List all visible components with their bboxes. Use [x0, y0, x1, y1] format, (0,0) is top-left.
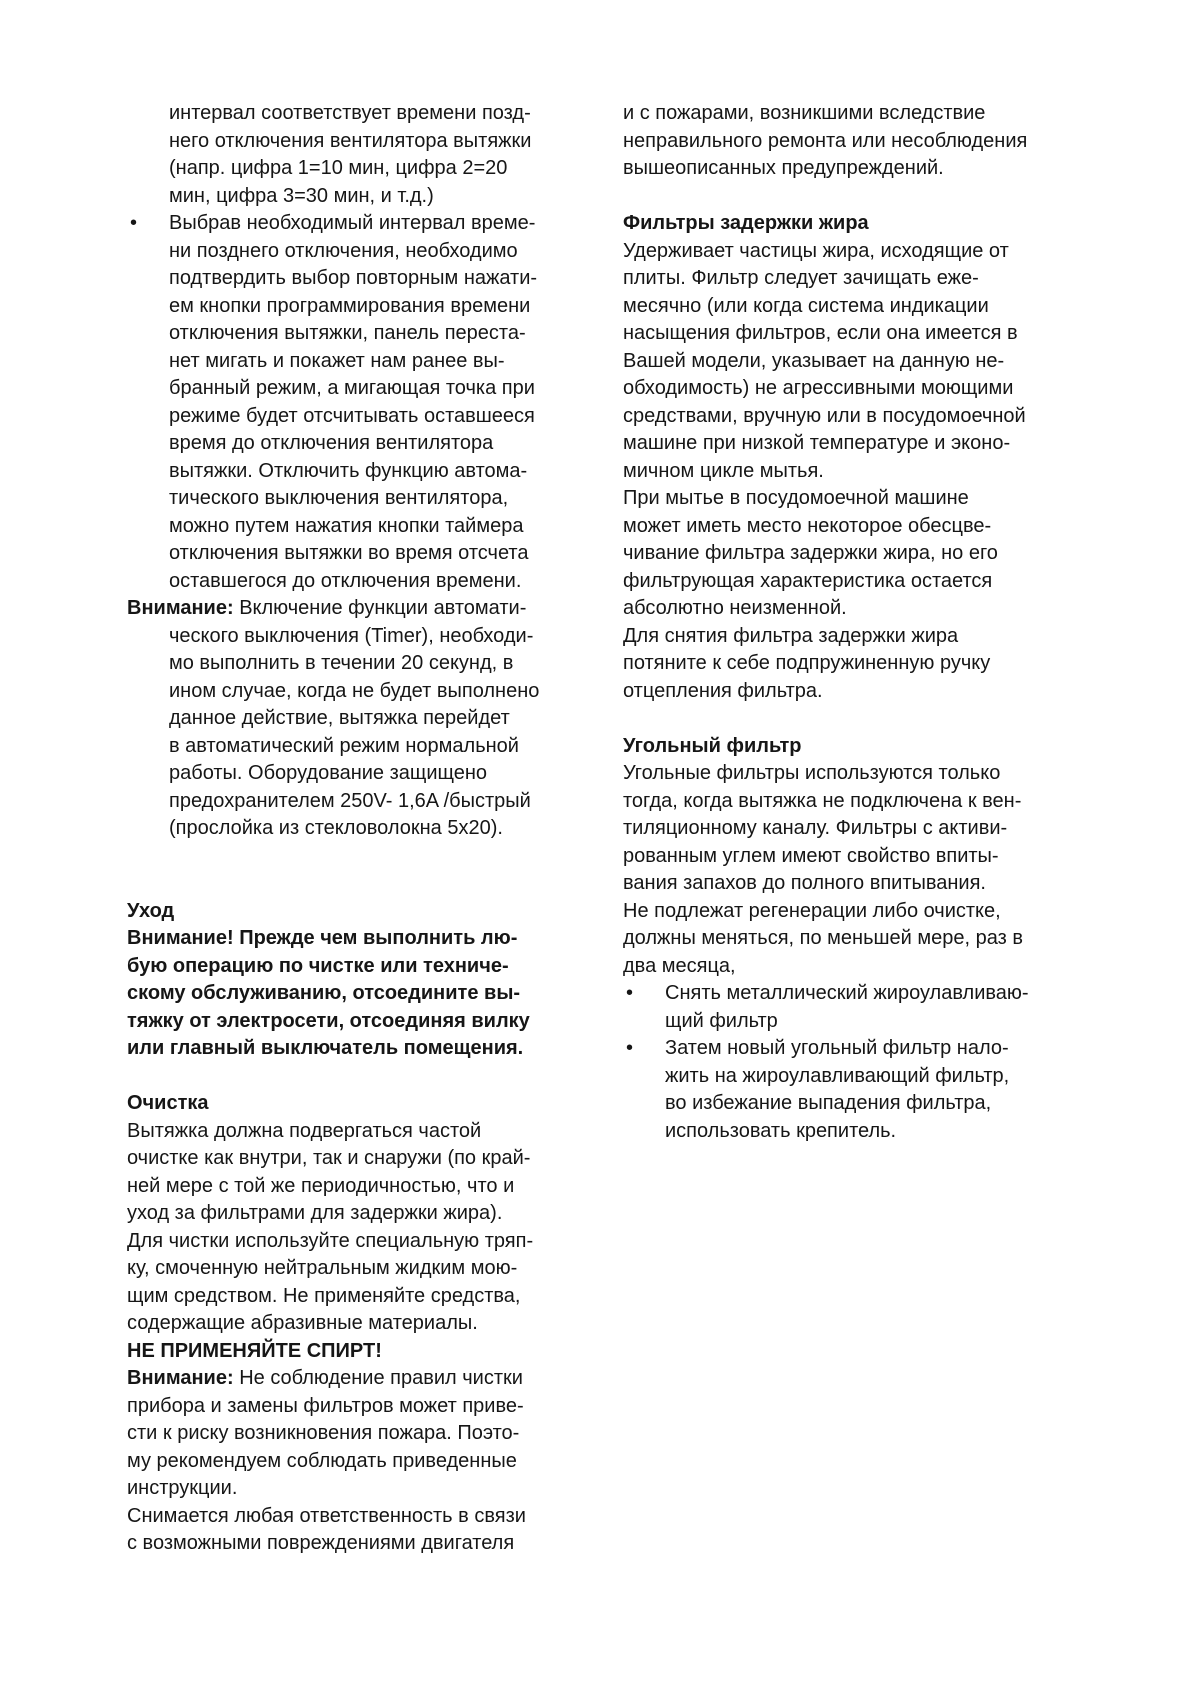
text-line: Не подлежат регенерации либо очистке,: [623, 899, 1001, 922]
text-line: предохранителем 250V- 1,6A /быстрый: [169, 789, 531, 812]
text-line: режиме будет отсчитывать оставшееся: [169, 404, 535, 427]
text-line: ку, смоченную нейтральным жидким мою-: [127, 1257, 518, 1279]
text-line: ем кнопки программирования времени: [169, 294, 531, 317]
text-line: неправильного ремонта или несоблюдения: [623, 129, 1028, 152]
text-line: щим средством. Не применяйте средства,: [127, 1284, 521, 1307]
left-column: [127, 100, 597, 1558]
text-line: отцепления фильтра.: [623, 679, 823, 702]
text-line: Угольные фильтры используются только: [623, 762, 1001, 784]
text-line: ней мере с той же периодичностью, что и: [127, 1174, 515, 1197]
text-line: вышеописанных предупреждений.: [623, 157, 944, 179]
right-column: [623, 100, 1093, 1145]
carbon-step-bullet: [623, 980, 1093, 1035]
text-line: мин, цифра 3=30 мин, и т.д.): [169, 184, 434, 207]
text-line: ческого выключения (Timer), необходи-: [169, 624, 534, 647]
text-line: него отключения вентилятора вытяжки: [169, 129, 532, 152]
text-line: плиты. Фильтр следует зачищать еже-: [623, 267, 979, 289]
text-line: использовать крепитель.: [665, 1119, 897, 1142]
cleaning-heading: Очистка: [127, 1092, 209, 1114]
text-line: тогда, когда вытяжка не подключена к вен-: [623, 789, 1022, 812]
no-alcohol-warning: НЕ ПРИМЕНЯЙТЕ СПИРТ!: [127, 1339, 382, 1362]
text-line: может иметь место некоторое обесцве-: [623, 514, 992, 537]
text-line: (напр. цифра 1=10 мин, цифра 2=20: [169, 157, 508, 179]
text-line: уход за фильтрами для задержки жира).: [127, 1202, 503, 1224]
text-line: мичном цикле мытья.: [623, 459, 824, 482]
text-line: му рекомендуем соблюдать приведенные: [127, 1449, 517, 1472]
text-line: Не соблюдение правил чистки: [233, 1367, 523, 1389]
text-line: потяните к себе подпружиненную ручку: [623, 652, 991, 674]
text-line: содержащие абразивные материалы.: [127, 1312, 478, 1334]
text-line: Вашей модели, указывает на данную не-: [623, 349, 1005, 372]
text-line: машине при низкой температуре и эконо-: [623, 432, 1011, 454]
text-line: очистке как внутри, так и снаружи (по край-: [127, 1147, 531, 1169]
text-line: месячно (или когда система индикации: [623, 294, 989, 317]
attention-label: Внимание:: [127, 1367, 234, 1389]
timer-attention-note: [127, 595, 597, 843]
text-line: жить на жироулавливающий фильтр,: [665, 1064, 1010, 1087]
text-line: щий фильтр: [665, 1009, 778, 1032]
cleaning-attention-note: [127, 1365, 597, 1503]
cleaning-text: [127, 1118, 597, 1338]
text-line: сти к риску возникновения пожара. Поэто-: [127, 1422, 520, 1444]
text-line: время до отключения вентилятора: [169, 432, 494, 454]
liability-text: [127, 1503, 597, 1558]
text-line: во избежание выпадения фильтра,: [665, 1092, 992, 1114]
text-line: Затем новый угольный фильтр нало-: [665, 1037, 1009, 1059]
text-line: рованным углем имеют свойство впиты-: [623, 844, 999, 867]
text-line: должны меняться, по меньшей мере, раз в: [623, 927, 1023, 949]
bullet-dot: •: [626, 982, 634, 1004]
text-line: мо выполнить в течении 20 секунд, в: [169, 652, 514, 674]
text-line: Включение функции автомати-: [233, 597, 527, 619]
text-line: прибора и замены фильтров может приве-: [127, 1394, 524, 1417]
attention-label: Внимание:: [127, 597, 234, 619]
text-line: Для снятия фильтра задержки жира: [623, 624, 959, 647]
text-line: подтвердить выбор повторным нажати-: [169, 267, 538, 289]
text-line: вытяжки. Отключить функцию автома-: [169, 459, 528, 482]
text-line: и с пожарами, возникшими вследствие: [623, 102, 986, 124]
text-line: или главный выключатель помещения.: [127, 1037, 524, 1059]
grease-filter-text: [623, 238, 1093, 706]
text-line: инструкции.: [127, 1477, 238, 1499]
care-warning: [127, 925, 597, 1063]
text-line: отключения вытяжки во время отсчета: [169, 542, 529, 564]
text-line: тяжку от электросети, отсоединяя вилку: [127, 1009, 530, 1032]
care-heading: Уход: [127, 899, 175, 922]
text-line: ни позднего отключения, необходимо: [169, 239, 518, 262]
text-line: тиляционному каналу. Фильтры с активи-: [623, 817, 1008, 839]
text-line: средствами, вручную или в посудомоечной: [623, 404, 1026, 427]
text-line: Для чистки используйте специальную тряп-: [127, 1229, 534, 1252]
text-line: можно путем нажатия кнопки таймера: [169, 514, 524, 537]
text-line: два месяца,: [623, 954, 736, 977]
text-line: чивание фильтра задержки жира, но его: [623, 542, 998, 564]
text-line: Внимание! Прежде чем выполнить лю-: [127, 927, 518, 949]
text-line: Выбрав необходимый интервал време-: [169, 212, 536, 234]
text-line: Удерживает частицы жира, исходящие от: [623, 239, 1009, 262]
text-line: обходимость) не агрессивными моющими: [623, 377, 1014, 399]
text-line: абсолютно неизменной.: [623, 597, 847, 619]
timer-confirm-bullet: [127, 210, 597, 595]
text-line: Снять металлический жироулавливаю-: [665, 982, 1029, 1004]
text-line: скому обслуживанию, отсоедините вы-: [127, 982, 521, 1004]
text-line: данное действие, вытяжка перейдет: [169, 707, 510, 729]
carbon-filter-heading: Угольный фильтр: [623, 734, 802, 757]
grease-filter-heading: Фильтры задержки жира: [623, 212, 869, 234]
text-line: с возможными повреждениями двигателя: [127, 1532, 515, 1554]
text-line: интервал соответствует времени позд-: [169, 102, 531, 124]
text-line: насыщения фильтров, если она имеется в: [623, 322, 1018, 344]
bullet-dot: •: [626, 1037, 634, 1059]
text-line: работы. Оборудование защищено: [169, 762, 488, 784]
text-line: Вытяжка должна подвергаться частой: [127, 1119, 482, 1142]
text-line: бую операцию по чистке или техниче-: [127, 954, 509, 977]
text-line: ином случае, когда не будет выполнено: [169, 679, 540, 702]
text-line: тического выключения вентилятора,: [169, 487, 509, 509]
text-line: При мытье в посудомоечной машине: [623, 487, 969, 509]
text-line: вания запахов до полного впитывания.: [623, 872, 986, 894]
text-line: бранный режим, а мигающая точка при: [169, 377, 535, 399]
text-line: Снимается любая ответственность в связи: [127, 1504, 526, 1527]
carbon-step-bullet: [623, 1035, 1093, 1145]
carbon-filter-text: [623, 760, 1093, 980]
text-line: нет мигать и покажет нам ранее вы-: [169, 349, 505, 372]
text-line: в автоматический режим нормальной: [169, 734, 519, 757]
text-line: (прослойка из стекловолокна 5x20).: [169, 817, 503, 839]
text-line: оставшегося до отключения времени.: [169, 569, 522, 592]
bullet-dot: •: [130, 212, 138, 234]
text-line: фильтрующая характеристика остается: [623, 569, 993, 592]
timer-intro: [127, 100, 597, 210]
text-line: отключения вытяжки, панель переста-: [169, 322, 526, 344]
liability-continuation: [623, 100, 1093, 183]
